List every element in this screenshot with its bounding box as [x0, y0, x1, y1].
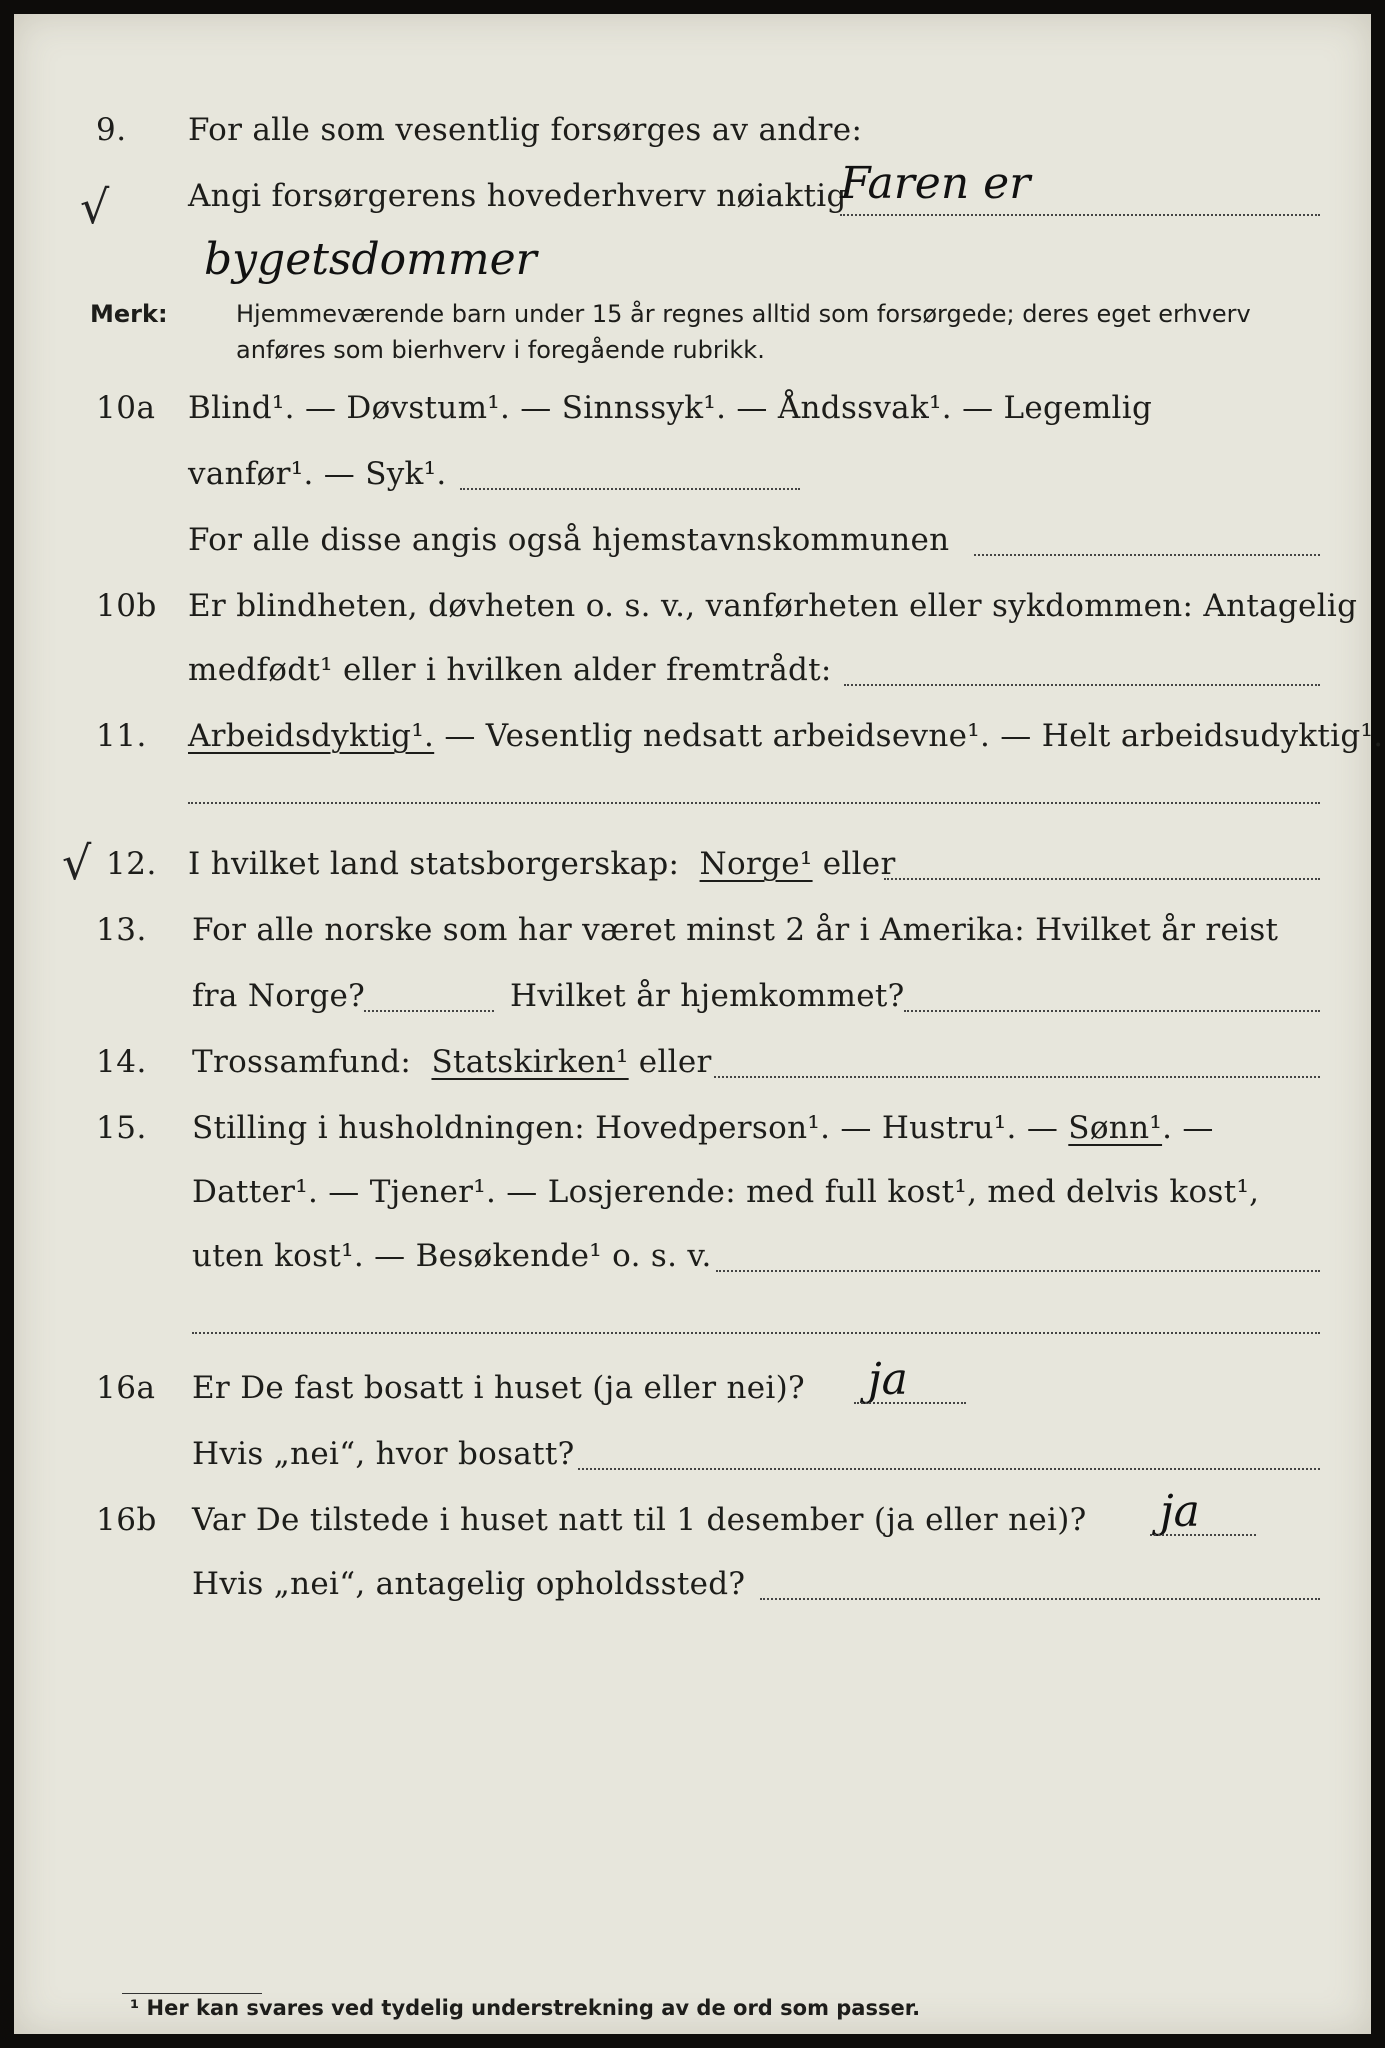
q10a-line1: Blind¹. — Døvstum¹. — Sinnssyk¹. — Åndssvak¹. — Legemlig [188, 390, 1153, 426]
q14-pre: Trossamfund: [192, 1044, 412, 1080]
q13-line2b: Hvilket år hjemkommet? [510, 978, 905, 1014]
q15-line1b: . — [1162, 1110, 1214, 1146]
census-form-page [14, 14, 1384, 2034]
q11-answer-line[interactable] [188, 802, 1320, 804]
q15-number: 15. [96, 1110, 147, 1146]
q9-answer-line1[interactable] [840, 214, 1320, 216]
merk-line2: anføres som bierhverv i foregående rubrikk. [236, 336, 765, 364]
merk-line1: Hjemmeværende barn under 15 år regnes alltid som forsørgede; deres eget erhverv [236, 300, 1251, 328]
q16a-handwritten-answer: ja [868, 1354, 908, 1405]
merk-label: Merk: [90, 300, 168, 328]
q13-line1: For alle norske som har været minst 2 år i Amerika: Hvilket år reist [192, 912, 1279, 948]
footnote-rule [122, 1993, 262, 1994]
q11-rest: — Vesentlig nedsatt arbeidsevne¹. — Helt arbeidsudyktig¹. [434, 718, 1384, 754]
q12-post: eller [812, 846, 896, 882]
q16b-line1: Var De tilstede i huset natt til 1 desember (ja eller nei)? [192, 1502, 1087, 1538]
q14-text [192, 1044, 712, 1080]
q16b-line2: Hvis „nei“, antagelig opholdssted? [192, 1566, 746, 1602]
q15-line2: Datter¹. — Tjener¹. — Losjerende: med full kost¹, med delvis kost¹, [192, 1174, 1260, 1210]
q12-option-norge[interactable]: Norge¹ [699, 846, 813, 882]
q12-answer-line[interactable] [884, 878, 1320, 880]
q13-hjemkommet-answer-line[interactable] [904, 1010, 1320, 1012]
q10a-line2: vanfør¹. — Syk¹. [188, 456, 447, 492]
q12-pre: I hvilket land statsborgerskap: [188, 846, 680, 882]
q12-number: 12. [106, 846, 157, 882]
q16b-handwritten-answer: ja [1160, 1486, 1200, 1537]
q9-handwritten-answer2: bygetsdommer [204, 234, 537, 285]
q16a-line1: Er De fast bosatt i huset (ja eller nei)? [192, 1370, 805, 1406]
q10a-hjemstavn-answer-line[interactable] [974, 554, 1320, 556]
q11-option-arbeidsdyktig[interactable]: Arbeidsdyktig¹. [188, 718, 435, 754]
q15-line1a: Stilling i husholdningen: Hovedperson¹. — Hustru¹. — [192, 1110, 1069, 1146]
q15-answer-line1[interactable] [716, 1270, 1320, 1272]
q16b-answer-line[interactable] [1150, 1534, 1256, 1536]
q9-handwritten-answer1: Faren er [840, 158, 1031, 209]
q13-line2a: fra Norge? [192, 978, 366, 1014]
check-mark-q12: √ [62, 836, 92, 890]
q13-reist-answer-line[interactable] [364, 1010, 494, 1012]
q16b-opholdssted-answer-line[interactable] [760, 1598, 1320, 1600]
q14-option-statskirken[interactable]: Statskirken¹ [431, 1044, 629, 1080]
q10a-number: 10a [96, 390, 156, 426]
q11-number: 11. [96, 718, 147, 754]
q14-post: eller [628, 1044, 712, 1080]
q16a-line2: Hvis „nei“, hvor bosatt? [192, 1436, 575, 1472]
q10b-answer-line[interactable] [844, 684, 1320, 686]
q10b-line1: Er blindheten, døvheten o. s. v., vanførheten eller sykdommen: Antagelig [188, 588, 1358, 624]
q11-text [188, 718, 1383, 754]
q16b-number: 16b [96, 1502, 157, 1538]
q10a-line3: For alle disse angis også hjemstavnskommunen [188, 522, 950, 558]
check-mark-q9: √ [80, 180, 110, 234]
q14-answer-line[interactable] [714, 1076, 1320, 1078]
q12-text [188, 846, 896, 882]
footnote: ¹ Her kan svares ved tydelig understrekning av de ord som passer. [130, 1996, 921, 2020]
q9-number: 9. [96, 112, 127, 148]
q9-line1: For alle som vesentlig forsørges av andre: [188, 112, 863, 148]
q16a-answer-line[interactable] [854, 1402, 966, 1404]
q16a-bosatt-answer-line[interactable] [578, 1468, 1320, 1470]
q15-option-sonn[interactable]: Sønn¹ [1068, 1110, 1163, 1146]
q14-number: 14. [96, 1044, 147, 1080]
q15-line3: uten kost¹. — Besøkende¹ o. s. v. [192, 1238, 712, 1274]
q9-line2: Angi forsørgerens hovederhverv nøiaktig [188, 178, 847, 214]
q13-number: 13. [96, 912, 147, 948]
q10b-number: 10b [96, 588, 157, 624]
q15-answer-line2[interactable] [192, 1332, 1320, 1334]
q15-line1 [192, 1110, 1214, 1146]
q10a-syk-answer-line[interactable] [460, 488, 800, 490]
q16a-number: 16a [96, 1370, 156, 1406]
q10b-line2: medfødt¹ eller i hvilken alder fremtrådt: [188, 652, 832, 688]
